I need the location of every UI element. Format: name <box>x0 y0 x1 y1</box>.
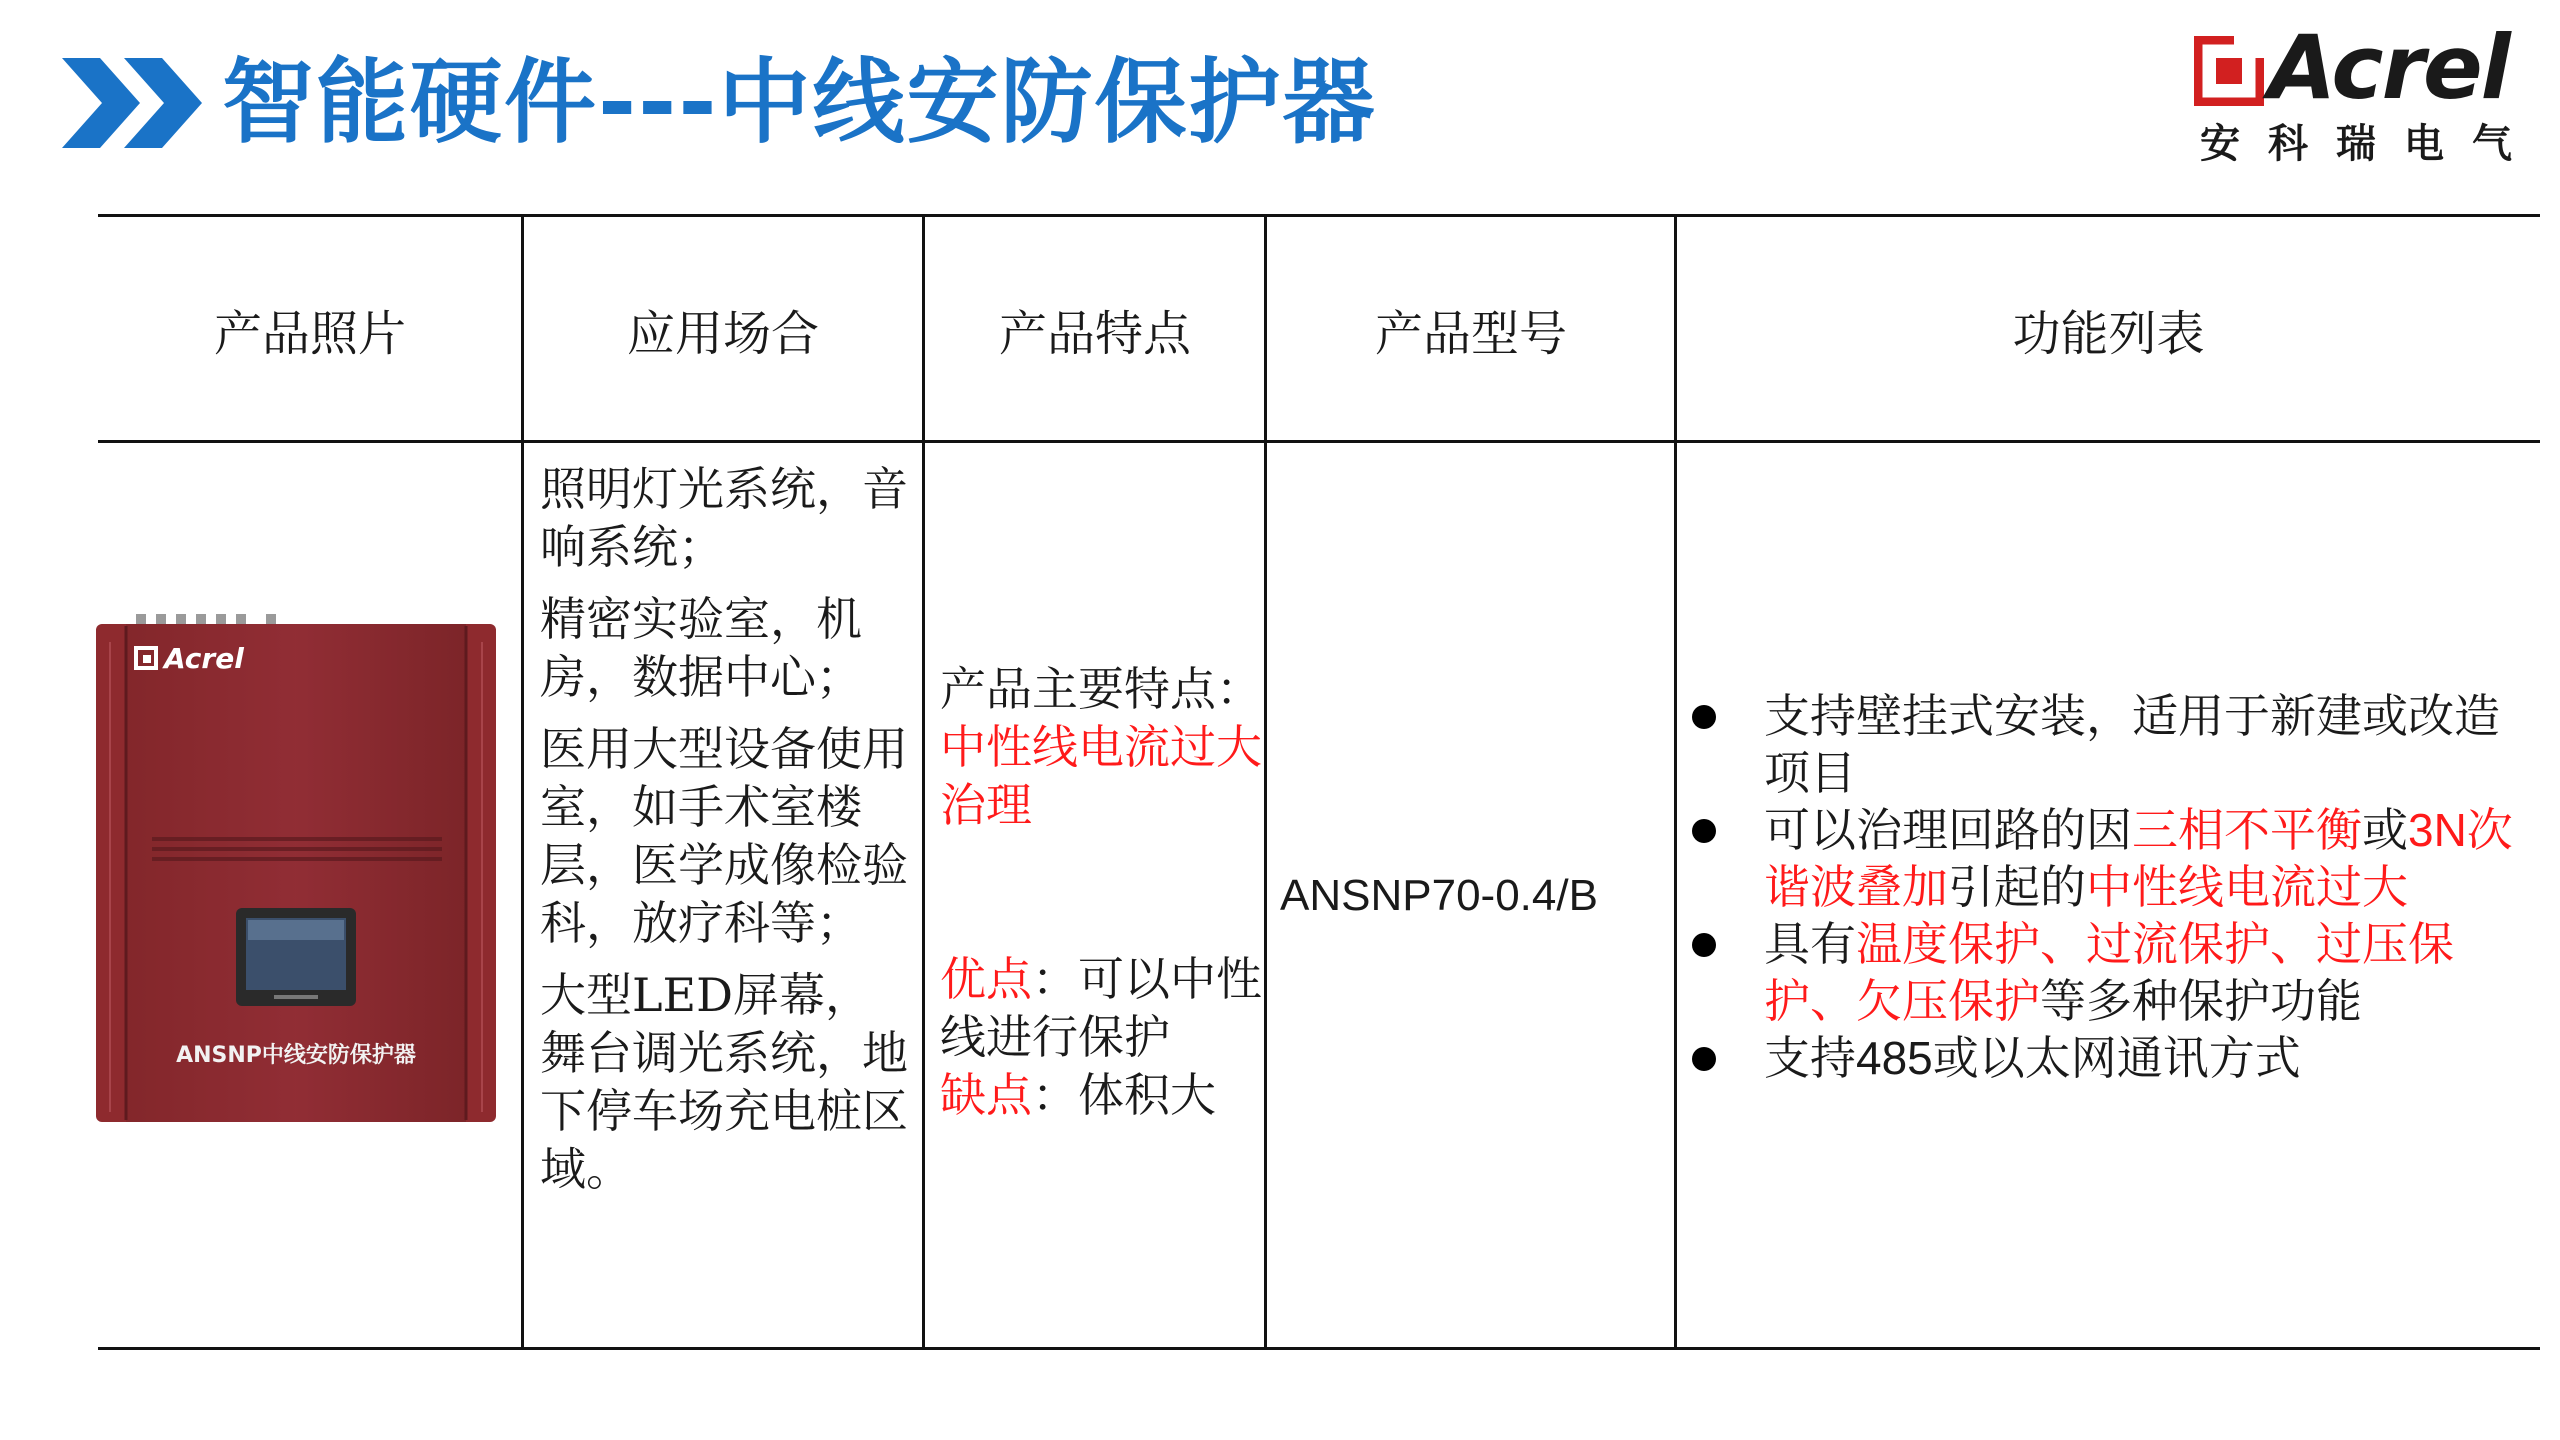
bullet-icon <box>1692 933 1716 957</box>
function-text: 支持壁挂式安装，适用于新建或改造项目 <box>1764 690 2500 799</box>
feature-cons <box>940 1066 1270 1124</box>
brand-logo <box>2188 16 2540 167</box>
cons-value: ：体积大 <box>1032 1068 1216 1122</box>
column-header-application: 应用场合 <box>626 305 819 362</box>
application-list <box>540 460 912 1212</box>
feature-block <box>940 660 1270 1124</box>
device-brand: Acrel <box>164 642 244 675</box>
product-model: ANSNP70-0.4/B <box>1280 870 1598 920</box>
column-header-functions: 功能列表 <box>2012 305 2205 362</box>
application-item: 大型LED屏幕，舞台调光系统，地下停车场充电桩区域。 <box>540 968 908 1196</box>
function-text: 具有温度保护、过流保护、过压保护、欠压保护等多种保护功能 <box>1764 918 2454 1027</box>
application-item: 精密实验室，机房，数据中心； <box>540 592 862 704</box>
column-header-features: 产品特点 <box>998 305 1191 362</box>
acrel-mark-icon <box>2194 36 2264 106</box>
bullet-icon <box>1692 1047 1716 1071</box>
function-item <box>1688 916 2518 1030</box>
bullet-icon <box>1692 705 1716 729</box>
application-item: 照明灯光系统，音响系统； <box>540 462 908 574</box>
function-list <box>1688 688 2518 1087</box>
feature-main-label: 产品主要特点： <box>940 662 1262 716</box>
function-text: 可以治理回路的因三相不平衡或3N次谐波叠加引起的中性线电流过大 <box>1764 804 2513 913</box>
device-label: ANSNP中线安防保护器 <box>176 1043 416 1068</box>
application-item: 医用大型设备使用室，如手术室楼层，医学成像检验科，放疗科等； <box>540 722 908 950</box>
column-header-photo: 产品照片 <box>213 305 406 362</box>
page-title: 智能硬件---中线安防保护器 <box>222 49 1377 156</box>
pros-label: 优点 <box>940 952 1032 1006</box>
logo-brand-cn: 安科瑞电气 <box>2200 121 2540 167</box>
double-chevron-icon <box>62 58 207 148</box>
function-item <box>1688 802 2518 916</box>
feature-main-value: 中性线电流过大治理 <box>940 720 1262 832</box>
feature-pros <box>940 950 1270 1066</box>
function-item <box>1688 688 2518 802</box>
logo-brand-text: Acrel <box>2268 16 2509 119</box>
product-photo <box>96 612 496 1122</box>
function-item <box>1688 1030 2518 1087</box>
function-text: 支持485或以太网通讯方式 <box>1764 1032 2301 1084</box>
bullet-icon <box>1692 819 1716 843</box>
column-header-model: 产品型号 <box>1374 305 1567 362</box>
cons-label: 缺点 <box>940 1068 1032 1122</box>
pros-value: ：可以中性线进行保护 <box>940 952 1262 1064</box>
